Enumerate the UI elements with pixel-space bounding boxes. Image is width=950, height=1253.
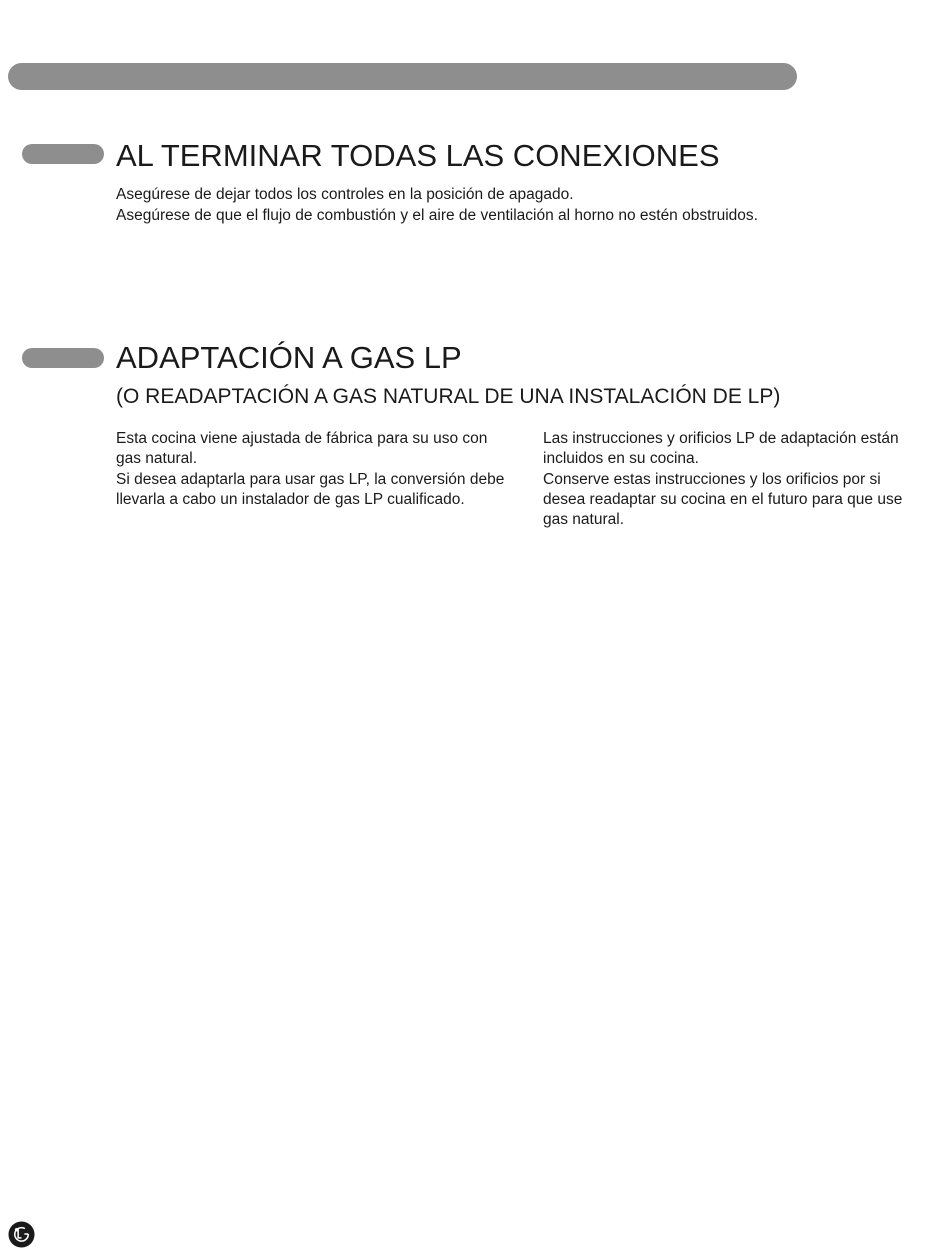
instruction-line: Asegúrese de que el flujo de combustión y el aire de ventilación al horno no estén obstruidos.	[116, 206, 758, 224]
instruction-line: Asegúrese de dejar todos los controles en la posición de apagado.	[116, 186, 574, 203]
paragraph: Si desea adaptarla para usar gas LP, la conversión debe llevarla a cabo un instalador de gas LP cualificado.	[116, 470, 505, 508]
lg-logo-icon	[8, 1221, 35, 1248]
left-column	[116, 429, 516, 510]
section-marker	[22, 348, 104, 368]
paragraph: Esta cocina viene ajustada de fábrica para su uso con gas natural.	[116, 430, 488, 468]
section-subheading: (O READAPTACIÓN A GAS NATURAL DE UNA INSTALACIÓN DE LP)	[116, 385, 781, 408]
section-heading-connections: AL TERMINAR TODAS LAS CONEXIONES	[116, 138, 720, 173]
paragraph: Las instrucciones y orificios LP de adaptación están incluidos en su cocina.	[543, 430, 899, 468]
section-marker	[22, 144, 104, 164]
header-bar	[8, 63, 797, 90]
paragraph: Conserve estas instrucciones y los orificios por si desea readaptar su cocina en el futuro para que use gas natural.	[543, 470, 903, 529]
right-column	[543, 429, 903, 530]
connections-instructions	[116, 185, 758, 226]
section-heading-lp-gas: ADAPTACIÓN A GAS LP	[116, 340, 462, 375]
